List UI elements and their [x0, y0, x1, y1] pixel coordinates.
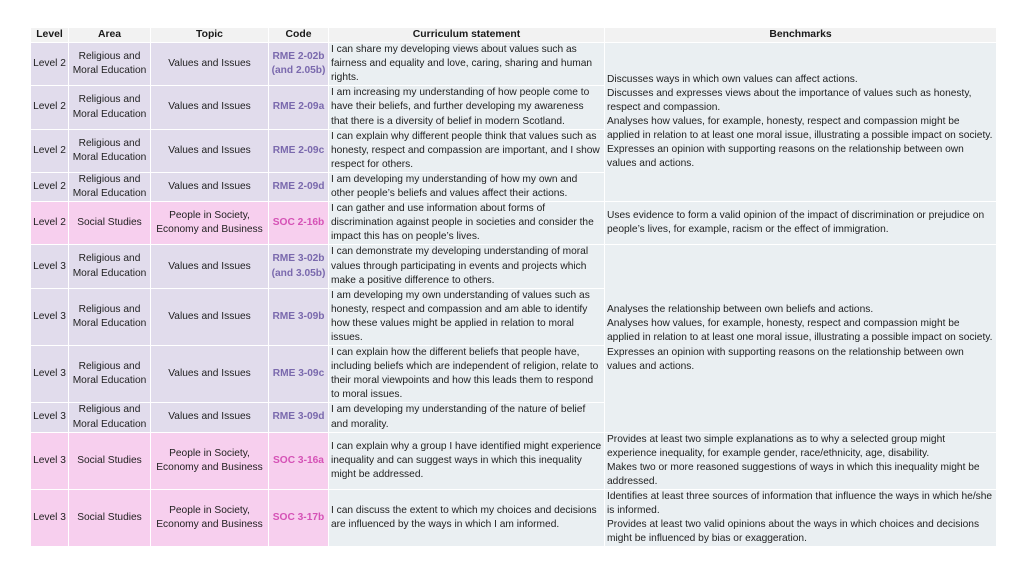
level-cell: Level 3: [31, 403, 69, 432]
benchmark-cell: [605, 490, 997, 547]
topic-cell: Values and Issues: [151, 245, 269, 288]
topic-cell: Values and Issues: [151, 346, 269, 403]
level-cell: Level 3: [31, 288, 69, 345]
area-cell: Religious and Moral Education: [69, 129, 151, 172]
area-cell: Religious and Moral Education: [69, 43, 151, 86]
statement-cell: I can demonstrate my developing understanding of moral values through participating in events and projects which make a positive difference to others.: [329, 245, 605, 288]
statement-cell: I am increasing my understanding of how people come to have their beliefs, and further developing my awareness that there is a diversity of belief in modern Scotland.: [329, 86, 605, 129]
area-cell: Religious and Moral Education: [69, 86, 151, 129]
topic-cell: Values and Issues: [151, 129, 269, 172]
benchmark-cell: [605, 43, 997, 202]
table-row: [31, 43, 997, 86]
benchmark-line: Discusses ways in which own values can affect actions.: [607, 73, 858, 85]
table-row: [31, 490, 997, 547]
code-cell: RME 2-09a: [269, 86, 329, 129]
code-cell: RME 3-09b: [269, 288, 329, 345]
level-cell: Level 3: [31, 346, 69, 403]
level-cell: Level 2: [31, 172, 69, 201]
topic-cell: People in Society, Economy and Business: [151, 202, 269, 245]
area-cell: Religious and Moral Education: [69, 403, 151, 432]
benchmark-line: Provides at least two simple explanations as to why a selected group might experience inequality, for example gender, race/ethnicity, age, disability.: [607, 433, 946, 459]
code-cell: SOC 3-16a: [269, 432, 329, 489]
table-row: [31, 202, 997, 245]
statement-cell: I am developing my own understanding of values such as honesty, respect and compassion and am able to identify how these values might be applied in relation to moral issues.: [329, 288, 605, 345]
table-row: [31, 432, 997, 489]
statement-cell: I can share my developing views about values such as fairness and equality and love, caring, sharing and human rights.: [329, 43, 605, 86]
area-cell: Social Studies: [69, 490, 151, 547]
code-cell: RME 3-02b (and 3.05b): [269, 245, 329, 288]
curriculum-table: [30, 27, 997, 547]
level-cell: Level 2: [31, 86, 69, 129]
topic-cell: Values and Issues: [151, 288, 269, 345]
topic-cell: Values and Issues: [151, 403, 269, 432]
topic-cell: Values and Issues: [151, 43, 269, 86]
area-cell: Religious and Moral Education: [69, 172, 151, 201]
level-cell: Level 2: [31, 43, 69, 86]
area-cell: Religious and Moral Education: [69, 288, 151, 345]
benchmark-line: Uses evidence to form a valid opinion of the impact of discrimination or prejudice on people’s lives, for example, racism or the effect of immigration.: [607, 210, 985, 236]
code-cell: RME 2-09c: [269, 129, 329, 172]
header-area: Area: [69, 28, 151, 43]
header-benchmarks: Benchmarks: [605, 28, 997, 43]
topic-cell: People in Society, Economy and Business: [151, 490, 269, 547]
area-cell: Religious and Moral Education: [69, 346, 151, 403]
code-cell: SOC 3-17b: [269, 490, 329, 547]
level-cell: Level 3: [31, 490, 69, 547]
level-cell: Level 2: [31, 129, 69, 172]
statement-cell: I can explain how the different beliefs that people have, including beliefs which are independent of religion, relate to their moral viewpoints and how this leads them to respond to moral issues.: [329, 346, 605, 403]
area-cell: Social Studies: [69, 202, 151, 245]
table-row: [31, 245, 997, 288]
benchmark-line: Analyses how values, for example, honesty, respect and compassion might be applied in relation to at least one moral issue, illustrating a possible impact on society.: [607, 318, 993, 344]
code-cell: RME 2-02b (and 2.05b): [269, 43, 329, 86]
benchmark-cell: [605, 202, 997, 245]
benchmark-cell: [605, 432, 997, 489]
statement-cell: I am developing my understanding of the nature of belief and morality.: [329, 403, 605, 432]
benchmark-line: Expresses an opinion with supporting reasons on the relationship between own values and actions.: [607, 144, 964, 170]
benchmark-line: Discusses and expresses views about the importance of values such as honesty, respect and compassion.: [607, 87, 972, 113]
benchmark-line: Identifies at least three sources of information that influence the ways in which he/she is informed.: [607, 491, 993, 517]
code-cell: RME 3-09d: [269, 403, 329, 432]
benchmark-cell: [605, 245, 997, 432]
benchmark-line: Analyses the relationship between own beliefs and actions.: [607, 304, 874, 316]
topic-cell: Values and Issues: [151, 86, 269, 129]
benchmark-line: Provides at least two valid opinions about the ways in which choices and decisions might be influenced by bias or exaggeration.: [607, 519, 980, 545]
statement-cell: I can explain why different people think that values such as honesty, respect and compassion are important, and I show respect for others.: [329, 129, 605, 172]
statement-cell: I can discuss the extent to which my choices and decisions are influenced by the ways in which I am informed.: [329, 490, 605, 547]
header-level: Level: [31, 28, 69, 43]
topic-cell: Values and Issues: [151, 172, 269, 201]
header-row: [31, 28, 997, 43]
topic-cell: People in Society, Economy and Business: [151, 432, 269, 489]
header-code: Code: [269, 28, 329, 43]
code-cell: RME 3-09c: [269, 346, 329, 403]
code-cell: RME 2-09d: [269, 172, 329, 201]
header-topic: Topic: [151, 28, 269, 43]
area-cell: Social Studies: [69, 432, 151, 489]
statement-cell: I can explain why a group I have identified might experience inequality and can suggest ways in which this inequality might be addressed.: [329, 432, 605, 489]
benchmark-line: Analyses how values, for example, honesty, respect and compassion might be applied in relation to at least one moral issue, illustrating a possible impact on society.: [607, 116, 993, 142]
area-cell: Religious and Moral Education: [69, 245, 151, 288]
statement-cell: I can gather and use information about forms of discrimination against people in societies and consider the impact this has on people’s lives.: [329, 202, 605, 245]
level-cell: Level 3: [31, 432, 69, 489]
header-curriculum-statement: Curriculum statement: [329, 28, 605, 43]
code-cell: SOC 2-16b: [269, 202, 329, 245]
level-cell: Level 2: [31, 202, 69, 245]
benchmark-line: Makes two or more reasoned suggestions of ways in which this inequality might be addressed.: [607, 461, 980, 487]
level-cell: Level 3: [31, 245, 69, 288]
benchmark-line: Expresses an opinion with supporting reasons on the relationship between own values and actions.: [607, 346, 964, 372]
statement-cell: I am developing my understanding of how my own and other people’s beliefs and values affect their actions.: [329, 172, 605, 201]
